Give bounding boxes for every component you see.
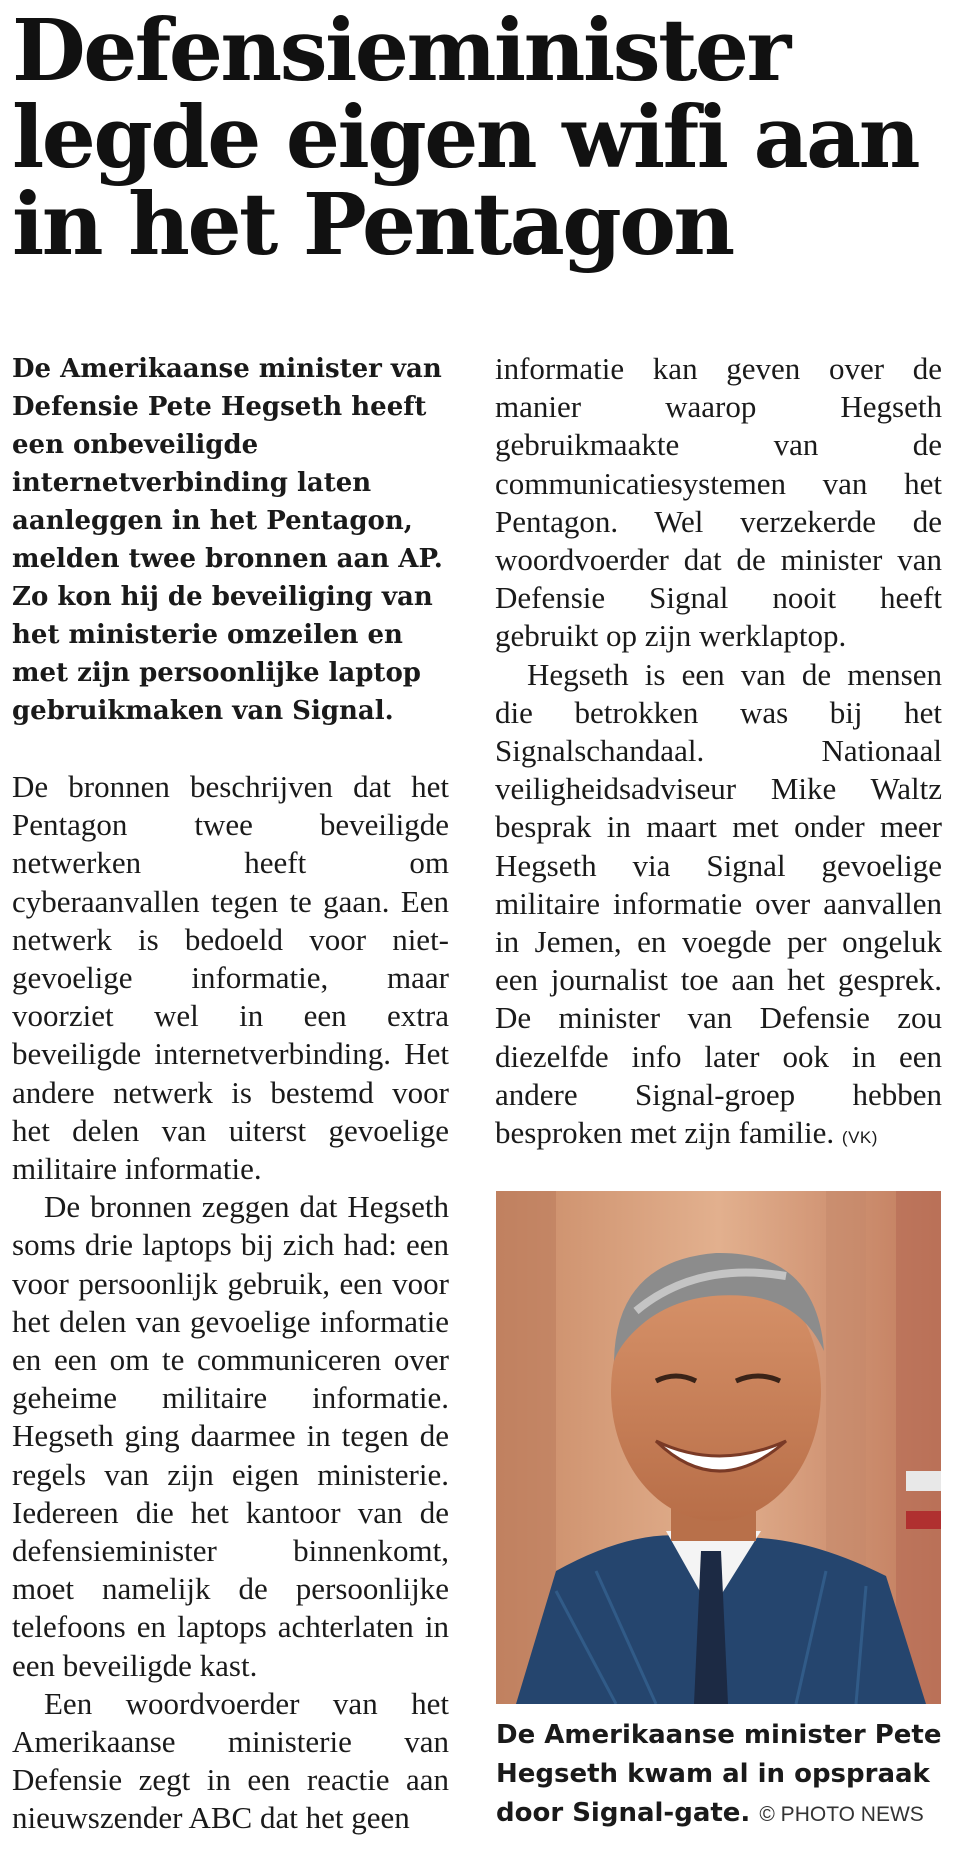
lead-paragraph: De Amerikaanse minister van Defensie Pete Hegseth heeft een onbeveiligde internetverbinding laten aanleggen in het Pentagon, melden twee bronnen aan AP. Zo kon hij de beveiliging van het ministerie omzeilen en met zijn persoonlijke laptop gebruikmaken van Signal. [12,354,443,726]
right-column [495,350,942,1157]
body-paragraph-3: Een woordvoerder van het Amerikaanse ministerie van Defensie zegt in een reactie aan nieuwszender ABC dat het geen [12,1685,449,1836]
source-tag: (VK) [841,1128,878,1148]
portrait-illustration [496,1191,941,1704]
body-paragraph-3-continued: informatie kan geven over de manier waarop Hegseth gebruikmaakte van de communicatiesystemen van het Pentagon. Wel verzekerde de woordvoerder dat de minister van Defensie Signal nooit heeft gebruikt op zijn werklaptop. [495,351,942,654]
caption-text: De Amerikaanse minister Pete Hegseth kwam al in opspraak door Signal-gate. [496,1720,942,1828]
photo-caption [496,1716,946,1834]
body-paragraph-4-text: Hegseth is een van de mensen die betrokken was bij het Signalschandaal. Nationaal veiligheidsadviseur Mike Waltz besprak in maart met onder meer Hegseth via Signal gevoelige militaire informatie over aanvallen in Jemen, en voegde per ongeluk een journalist toe aan het gesprek. De minister van Defensie zou diezelfde info later ook in een andere Signal-groep hebben besproken met zijn familie. [495,656,942,1151]
body-paragraph-1: De bronnen beschrijven dat het Pentagon twee beveiligde netwerken heeft om cyberaanvallen tegen te gaan. Een netwerk is bedoeld voor niet-gevoelige informatie, maar voorziet wel in een extra beveiligde internetverbinding. Het andere netwerk is bestemd voor het delen van uiterst gevoelige militaire informatie. [12,769,449,1187]
headline: Defensieminister legde eigen wifi aan in het Pentagon [12,1,919,275]
article-photo [496,1191,941,1704]
body-paragraph-4 [495,656,942,1158]
left-column [12,350,449,1838]
body-paragraph-2: De bronnen zeggen dat Hegseth soms drie laptops bij zich had: een voor persoonlijk gebruik, een voor het delen van gevoelige informatie en een om te communiceren over geheime militaire informatie. Hegseth ging daarmee in tegen de regels van zijn eigen ministerie. Iedereen die het kantoor van de defensieminister binnenkomt, moet namelijk de persoonlijke telefoons en laptops achterlaten in een beveiligde kast. [12,1189,449,1683]
photo-credit: © PHOTO NEWS [759,1803,924,1826]
